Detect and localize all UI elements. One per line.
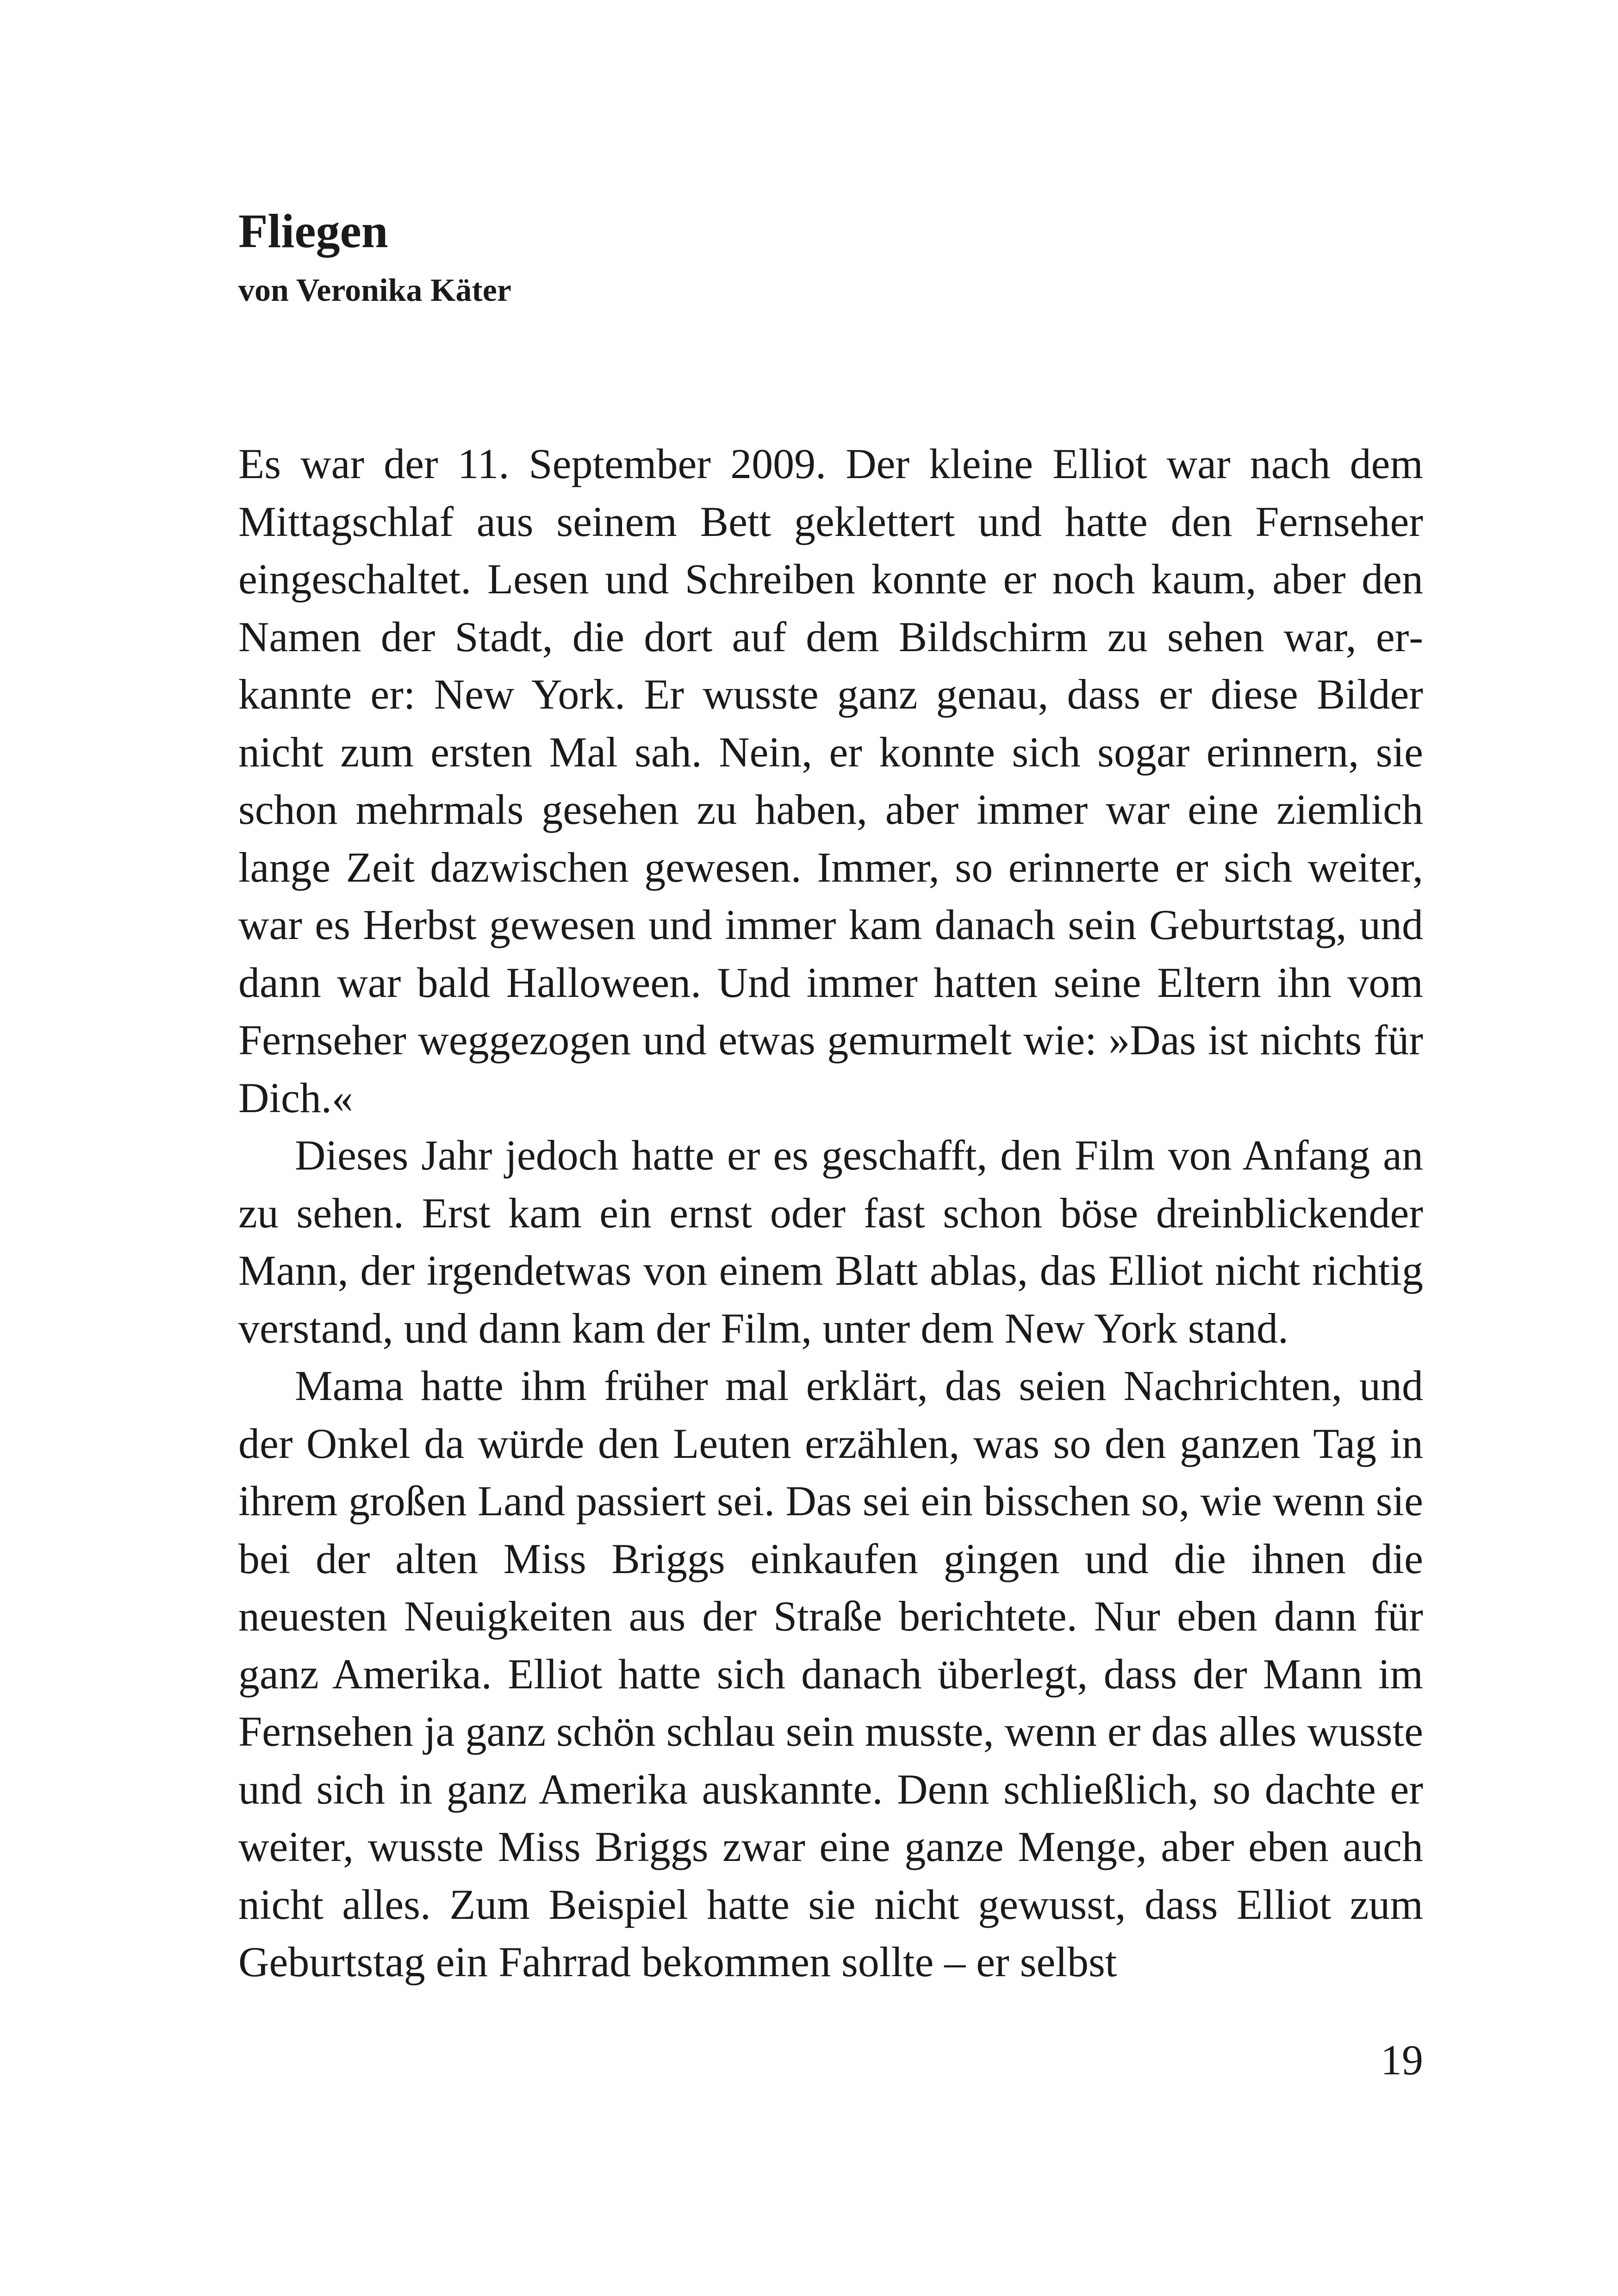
page-number: 19 bbox=[1381, 2036, 1423, 2084]
story-header bbox=[238, 204, 1423, 310]
story-byline: von Veronika Käter bbox=[238, 272, 511, 308]
paragraph-3: Mama hatte ihm früher mal erklärt, das seien Nachrichten, und der Onkel da würde den Leuten erzählen, was so den ganzen Tag in ihrem großen Land passiert sei. Das sei ein bisschen so, wie wenn sie bei der alten Miss Briggs einkaufen gingen und die ihnen die neuesten Neuigkeiten aus der Straße berichtete. Nur eben dann für ganz Amerika. Elliot hatte sich danach überlegt, dass der Mann im Fernsehen ja ganz schön schlau sein musste, wenn er das alles wusste und sich in ganz Amerika auskannte. Denn schließlich, so dachte er weiter, wusste Miss Briggs zwar eine ganze Menge, aber eben auch nicht alles. Zum Beispiel hatte sie nicht gewusst, dass Elliot zum Geburtstag ein Fahrrad bekommen sollte – er selbst bbox=[238, 1362, 1424, 1985]
paragraph-2: Dieses Jahr jedoch hatte er es geschafft, den Film von Anfang an zu sehen. Erst kam ein ernst oder fast schon böse dreinblickender Mann, der irgendetwas von einem Blatt ablas, das Elliot nicht richtig verstand, und dann kam der Film, unter dem New York stand. bbox=[238, 1132, 1423, 1352]
story-title: Fliegen bbox=[238, 205, 388, 258]
story-body bbox=[238, 435, 1423, 1991]
paragraph-1: Es war der 11. September 2009. Der kleine Elliot war nach dem Mittagschlaf aus seinem Bett geklettert und hatte den Fernseher eingeschaltet. Lesen und Schreiben konnte er noch kaum, aber den Namen der Stadt, die dort auf dem Bildschirm zu sehen war, erkannte er: New York. Er wusste ganz genau, dass er diese Bilder nicht zum ersten Mal sah. Nein, er konnte sich sogar erinnern, sie schon mehrmals gesehen zu haben, aber immer war eine ziemlich lange Zeit dazwischen gewesen. Immer, so erinnerte er sich weiter, war es Herbst gewesen und immer kam danach sein Geburtstag, und dann war bald Halloween. Und immer hatten seine Eltern ihn vom Fernseher weggezogen und etwas gemurmelt wie: »Das ist nichts für Dich.« bbox=[238, 440, 1423, 1121]
